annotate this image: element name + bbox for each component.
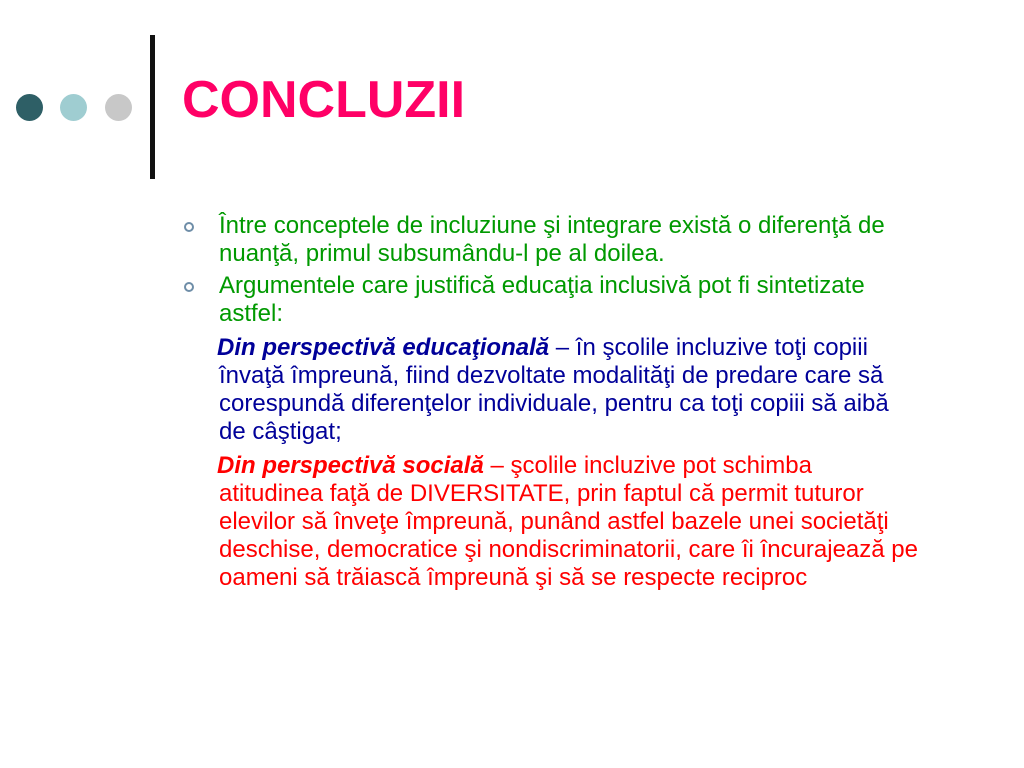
paragraph-social-text: – şcolile incluzive pot schimba atitudinea faţă de DIVERSITATE, prin faptul că permit tuturor elevilor să înveţe împreună, punând astfel bazele unei societăţi deschise, democratice şi nondiscriminatorii, care îi încurajează pe oameni să trăiască împreună şi să se respecte reciproc bbox=[219, 452, 918, 591]
dot-dark-teal bbox=[16, 94, 43, 121]
dot-light-teal bbox=[60, 94, 87, 121]
paragraph-social-heading: Din perspectivă socială bbox=[217, 452, 484, 479]
paragraph-educational bbox=[182, 334, 922, 446]
slide-title: CONCLUZII bbox=[182, 71, 466, 129]
bullet-item-1 bbox=[182, 212, 922, 268]
slide-body bbox=[182, 212, 922, 592]
bullet-text-1: Între conceptele de incluziune şi integrare există o diferenţă de nuanţă, primul subsumându-l pe al doilea. bbox=[219, 212, 885, 267]
bullet-item-2 bbox=[182, 272, 922, 328]
paragraph-social bbox=[182, 452, 922, 592]
ring-bullet-icon bbox=[184, 282, 194, 292]
dot-gray bbox=[105, 94, 132, 121]
title-divider-line bbox=[150, 35, 155, 179]
paragraph-educational-text: – în şcolile incluzive toţi copiii învaţă împreună, fiind dezvoltate modalităţi de predare care să corespundă diferenţelor individuale, pentru ca toţi copiii să aibă de câştigat; bbox=[219, 334, 889, 445]
paragraph-educational-heading: Din perspectivă educaţională bbox=[217, 334, 550, 361]
ring-bullet-icon bbox=[184, 222, 194, 232]
bullet-text-2: Argumentele care justifică educaţia inclusivă pot fi sintetizate astfel: bbox=[219, 272, 865, 327]
